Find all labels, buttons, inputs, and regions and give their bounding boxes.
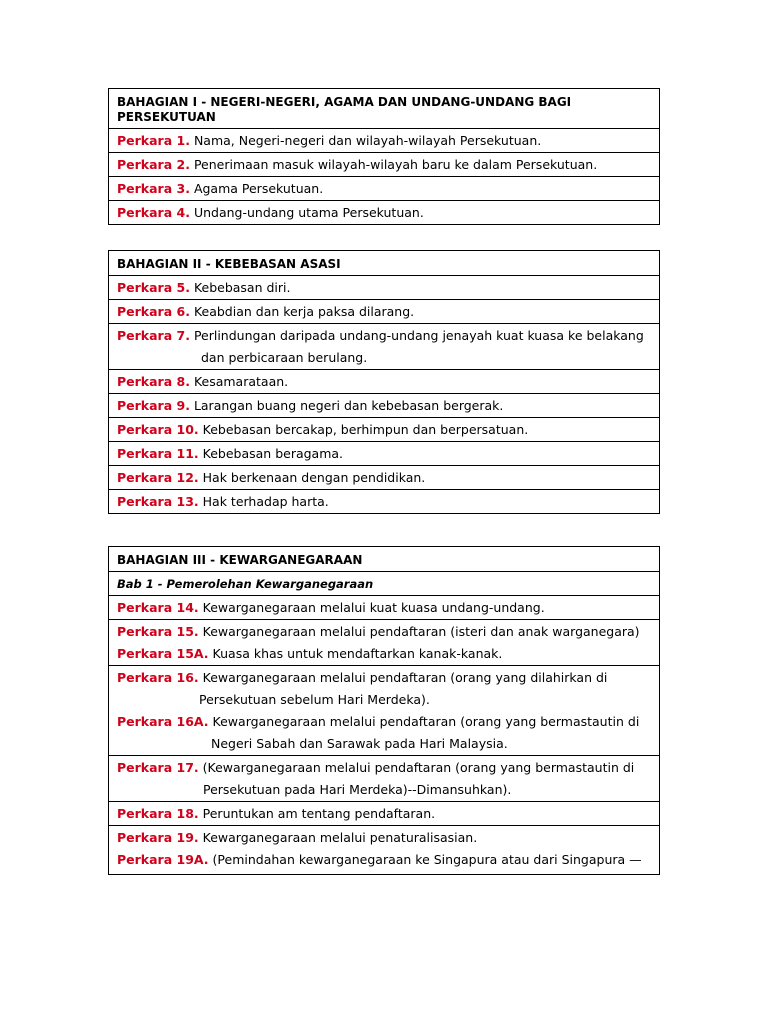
article-text: Kewarganegaraan melalui pendaftaran (orang yang bermastautin di xyxy=(212,714,640,729)
article-number: Perkara 14. xyxy=(117,600,199,615)
article-number: Perkara 16. xyxy=(117,670,199,685)
article-line xyxy=(117,624,651,640)
article-number: Perkara 6. xyxy=(117,304,190,319)
article-row-group xyxy=(109,619,659,665)
article-number: Perkara 16A. xyxy=(117,714,209,729)
article-text: Agama Persekutuan. xyxy=(193,181,324,196)
article-number: Perkara 15A. xyxy=(117,646,209,661)
article-text: Kebebasan bercakap, berhimpun dan berpersatuan. xyxy=(202,422,529,437)
article-row xyxy=(109,417,659,441)
article-text: Kuasa khas untuk mendaftarkan kanak-kanak. xyxy=(212,646,503,661)
part-1-title: BAHAGIAN I - NEGERI-NEGERI, AGAMA DAN UNDANG-UNDANG BAGI PERSEKUTUAN xyxy=(117,95,572,124)
article-text-continuation: Negeri Sabah dan Sarawak pada Hari Malaysia. xyxy=(211,736,508,751)
article-text: Hak berkenaan dengan pendidikan. xyxy=(202,470,426,485)
article-number: Perkara 19. xyxy=(117,830,199,845)
part-3-table xyxy=(108,546,660,875)
article-line xyxy=(117,830,651,846)
article-text-continuation: Persekutuan pada Hari Merdeka)--Dimansuhkan). xyxy=(203,782,512,797)
article-row-group xyxy=(109,665,659,755)
article-number: Perkara 4. xyxy=(117,205,190,220)
article-line xyxy=(117,646,651,662)
part-2-table xyxy=(108,250,660,514)
article-text: (Kewarganegaraan melalui pendaftaran (orang yang bermastautin di xyxy=(202,760,635,775)
article-text: Keabdian dan kerja paksa dilarang. xyxy=(193,304,415,319)
article-text: Larangan buang negeri dan kebebasan bergerak. xyxy=(193,398,504,413)
article-text: Kewarganegaraan melalui pendaftaran (isteri dan anak warganegara) xyxy=(202,624,640,639)
article-row xyxy=(109,489,659,513)
article-text: Kewarganegaraan melalui penaturalisasian. xyxy=(202,830,478,845)
article-number: Perkara 15. xyxy=(117,624,199,639)
article-number: Perkara 3. xyxy=(117,181,190,196)
article-text: Kebebasan beragama. xyxy=(202,446,344,461)
article-row xyxy=(109,465,659,489)
part-1-table xyxy=(108,88,660,225)
article-number: Perkara 2. xyxy=(117,157,190,172)
article-number: Perkara 17. xyxy=(117,760,199,775)
article-text: Kebebasan diri. xyxy=(193,280,291,295)
article-number: Perkara 13. xyxy=(117,494,199,509)
article-row xyxy=(109,393,659,417)
article-text-continuation: dan perbicaraan berulang. xyxy=(201,350,368,365)
article-text: Peruntukan am tentang pendaftaran. xyxy=(202,806,436,821)
article-number: Perkara 1. xyxy=(117,133,190,148)
article-row xyxy=(109,200,659,224)
article-row xyxy=(109,128,659,152)
part-2-title: BAHAGIAN II - KEBEBASAN ASASI xyxy=(117,257,341,271)
article-row xyxy=(109,323,659,369)
article-row xyxy=(109,176,659,200)
article-number: Perkara 5. xyxy=(117,280,190,295)
article-row xyxy=(109,755,659,801)
article-row xyxy=(109,801,659,825)
article-row xyxy=(109,369,659,393)
article-number: Perkara 9. xyxy=(117,398,190,413)
article-number: Perkara 11. xyxy=(117,446,199,461)
chapter-1-heading: Bab 1 - Pemerolehan Kewarganegaraan xyxy=(109,571,659,595)
article-text: (Pemindahan kewarganegaraan ke Singapura atau dari Singapura — xyxy=(212,852,642,867)
part-3-title: BAHAGIAN III - KEWARGANEGARAAN xyxy=(117,553,363,567)
article-row xyxy=(109,441,659,465)
article-line xyxy=(117,852,651,868)
article-text-continuation: Persekutuan sebelum Hari Merdeka). xyxy=(199,692,430,707)
article-text: Undang-undang utama Persekutuan. xyxy=(193,205,424,220)
article-number: Perkara 8. xyxy=(117,374,190,389)
article-text: Hak terhadap harta. xyxy=(202,494,329,509)
article-number: Perkara 12. xyxy=(117,470,199,485)
article-number: Perkara 18. xyxy=(117,806,199,821)
article-line xyxy=(117,714,651,752)
article-text: Nama, Negeri-negeri dan wilayah-wilayah Persekutuan. xyxy=(193,133,542,148)
article-number: Perkara 10. xyxy=(117,422,199,437)
article-text: Penerimaan masuk wilayah-wilayah baru ke dalam Persekutuan. xyxy=(193,157,598,172)
article-row xyxy=(109,299,659,323)
article-number: Perkara 7. xyxy=(117,328,190,343)
article-text: Kesamarataan. xyxy=(193,374,289,389)
article-row xyxy=(109,152,659,176)
article-row xyxy=(109,275,659,299)
article-row xyxy=(109,595,659,619)
article-text: Kewarganegaraan melalui kuat kuasa undang-undang. xyxy=(202,600,545,615)
article-text: Perlindungan daripada undang-undang jenayah kuat kuasa ke belakang xyxy=(193,328,644,343)
article-number: Perkara 19A. xyxy=(117,852,209,867)
article-text: Kewarganegaraan melalui pendaftaran (orang yang dilahirkan di xyxy=(202,670,608,685)
article-row-group xyxy=(109,825,659,874)
article-line xyxy=(117,670,651,708)
